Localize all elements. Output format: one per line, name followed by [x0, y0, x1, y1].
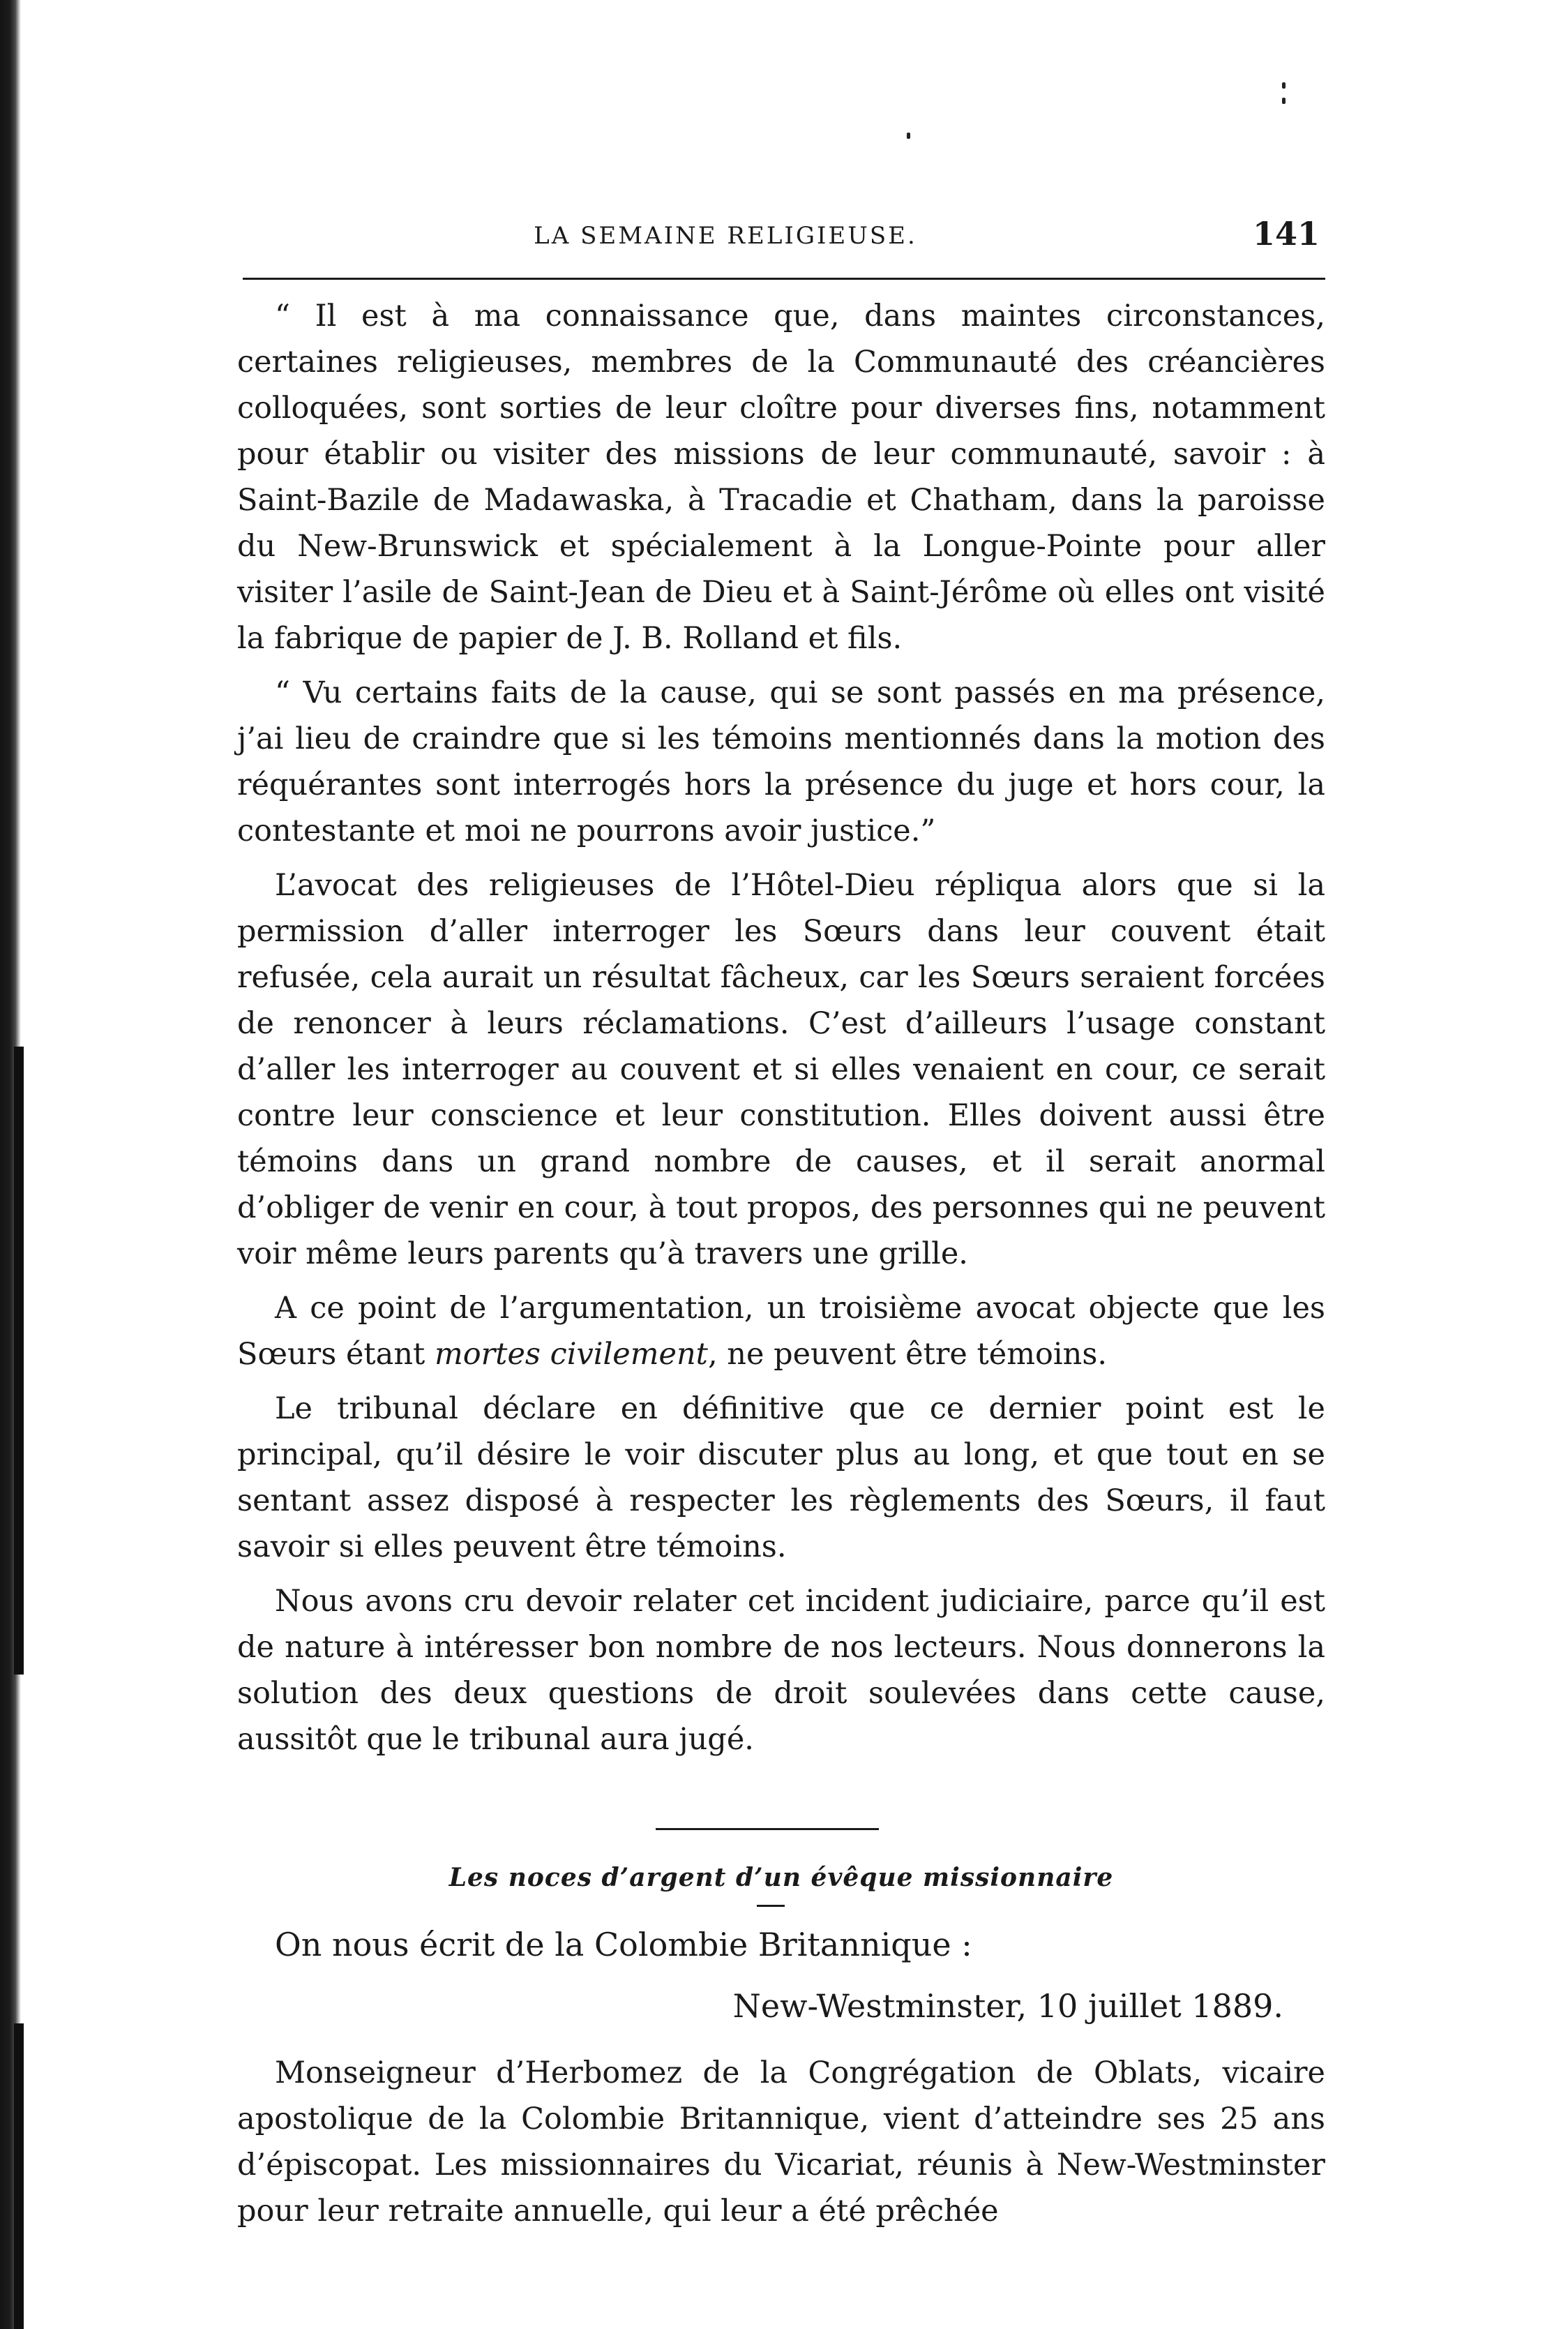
running-title: LA SEMAINE RELIGIEUSE. — [534, 222, 917, 250]
letter-intro: On nous écrit de la Colombie Britannique : — [275, 1926, 972, 1963]
paragraph-text: , ne peuvent être témoins. — [707, 1337, 1108, 1372]
paragraph-text: A ce point de l’argumentation, un troisième avocat objecte que les Sœurs étant — [237, 1291, 1325, 1372]
quote-paragraph-1: “ Il est à ma connaissance que, dans maintes circonstances, certaines religieuses, membres de la Communauté des créancières colloquées, sont sorties de leur cloître pour diverses fins, notamment pour établir ou visiter des missions de leur communauté, savoir : à Saint-Bazile de Madawaska, à Tracadie et Chatham, dans la paroisse du New-Brunswick et spécialement à la Longue-Pointe pour aller visiter l’asile de Saint-Jean de Dieu et à Saint-Jérôme où elles ont visité la fabrique de papier de J. B. Rolland et fils. — [237, 299, 1325, 656]
book-page — [237, 209, 1325, 2261]
binding-shadow — [14, 1047, 24, 1675]
paragraph-tribunal: Le tribunal déclare en définitive que ce dernier point est le principal, qu’il désire le voir discuter plus au long, et que tout en se sentant assez disposé à respecter les règlements des Sœurs, il faut savoir si elles peuvent être témoins. — [237, 1391, 1325, 1564]
binding-shadow — [14, 2023, 24, 2329]
section-title: Les noces d’argent d’un évêque missionnaire — [448, 1863, 1114, 1892]
letter-body: Monseigneur d’Herbomez de la Congrégation de Oblats, vicaire apostolique de la Colombie Britannique, vient d’atteindre ses 25 ans d’épiscopat. Les missionnaires du Vicariat, réunis à New-Westminster pour leur retraite annuelle, qui leur a été prêchée — [237, 2055, 1325, 2229]
header-rule — [243, 278, 1325, 280]
article-body — [237, 293, 1325, 1771]
section-divider — [656, 1828, 879, 1830]
emphasis-text: mortes civilement — [434, 1337, 708, 1372]
ink-speck — [1282, 98, 1286, 104]
section-title-rule — [757, 1905, 785, 1907]
paragraph-conclusion: Nous avons cru devoir relater cet incident judiciaire, parce qu’il est de nature à intéresser bon nombre de nos lecteurs. Nous donnerons la solution des deux questions de droit soulevées dans cette cause, aussitôt que le tribunal aura jugé. — [237, 1584, 1325, 1757]
quote-paragraph-2: “ Vu certains faits de la cause, qui se sont passés en ma présence, j’ai lieu de craindre que si les témoins mentionnés dans la motion des réquérantes sont interrogés hors la présence du juge et hors cour, la contestante et moi ne pourrons avoir justice.” — [237, 675, 1325, 848]
paragraph-third-lawyer — [237, 1285, 1325, 1377]
running-header — [237, 215, 1325, 257]
letter-dateline: New-Westminster, 10 juillet 1889. — [732, 1987, 1283, 2025]
ink-speck — [1282, 82, 1286, 89]
paragraph-avocat-reply: L’avocat des religieuses de l’Hôtel-Dieu répliqua alors que si la permission d’aller interroger les Sœurs dans leur couvent était refusée, cela aurait un résultat fâcheux, car les Sœurs seraient forcées de renoncer à leurs réclamations. C’est d’ailleurs l’usage constant d’aller les interroger au couvent et si elles venaient en cour, ce serait contre leur conscience et leur constitution. Elles doivent aussi être témoins dans un grand nombre de causes, et il serait anormal d’obliger de venir en cour, à tout propos, des personnes qui ne peuvent voir même leurs parents qu’à travers une grille. — [237, 868, 1325, 1271]
page-number: 141 — [1252, 215, 1320, 253]
ink-speck — [907, 133, 910, 139]
